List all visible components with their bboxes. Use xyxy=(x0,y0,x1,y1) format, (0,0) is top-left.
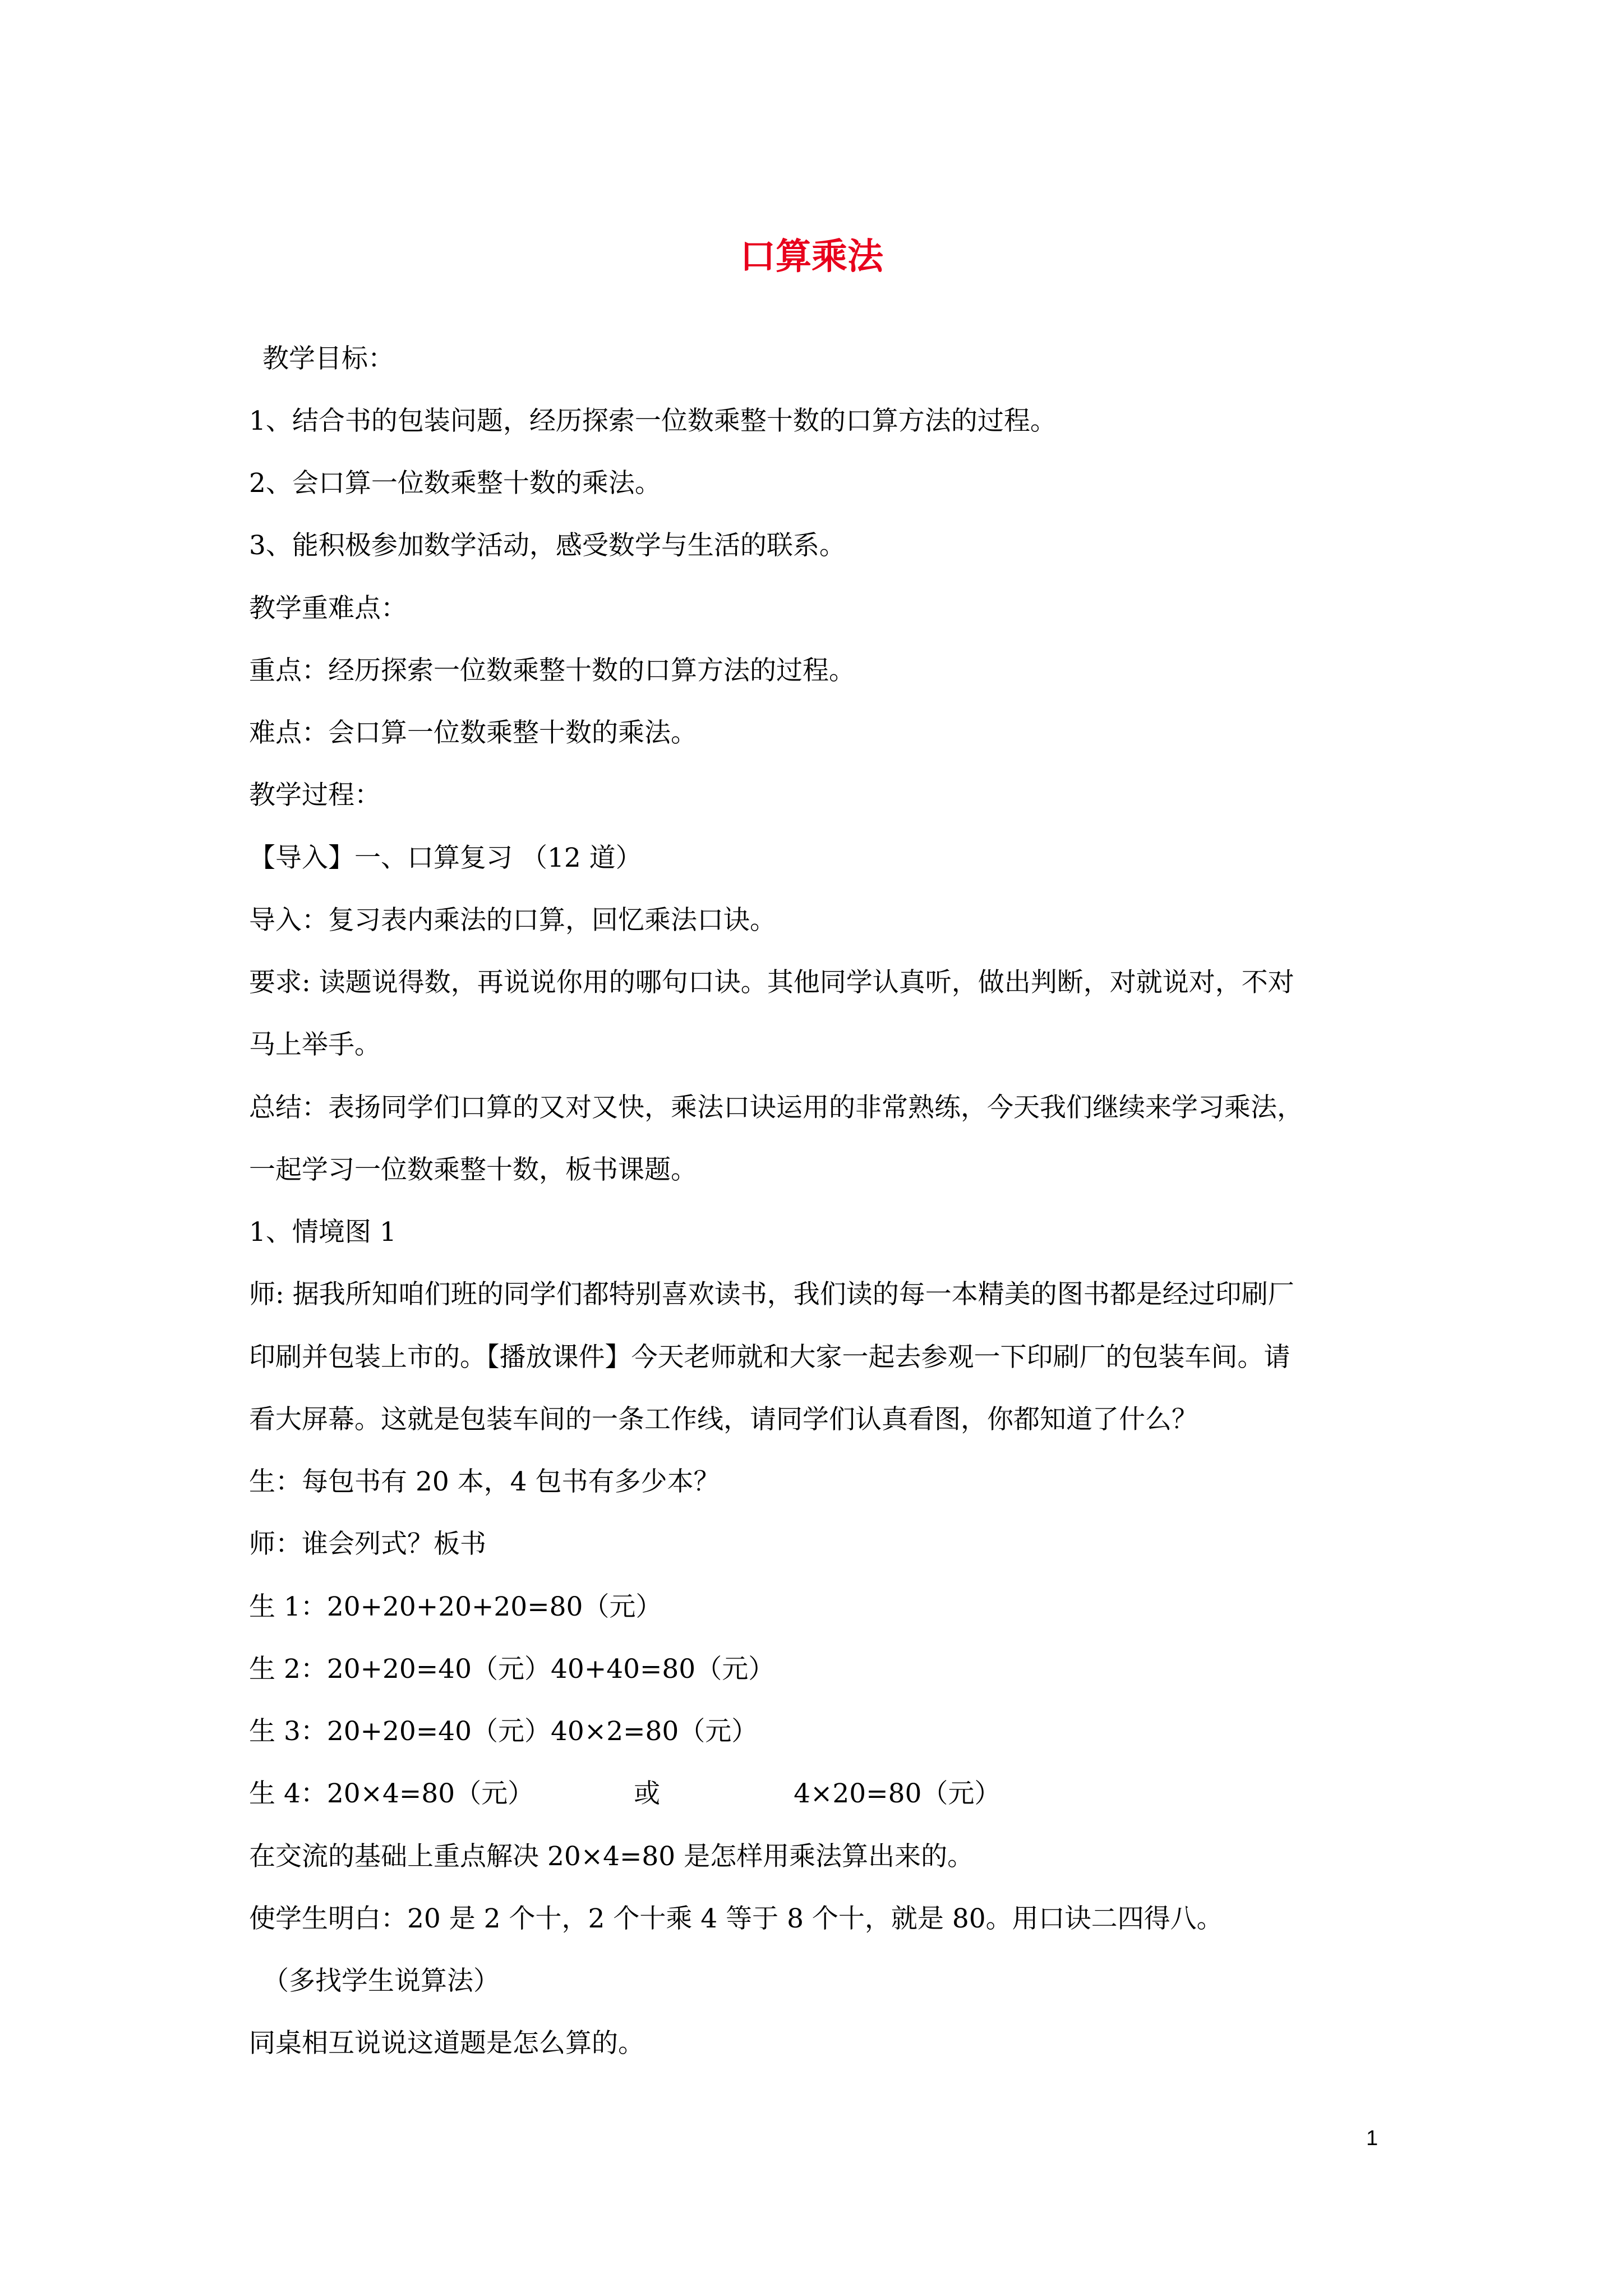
requirement-text-cont: 马上举手。 xyxy=(249,1029,381,1060)
teacher-text-cont-2: 看大屏幕。这就是包装车间的一条工作线，请同学们认真看图，你都知道了什么？ xyxy=(249,1404,1198,1435)
key-point: 重点：经历探索一位数乘整十数的口算方法的过程。 xyxy=(249,655,855,686)
objective-3: 3、能积极参加数学活动，感受数学与生活的联系。 xyxy=(249,530,846,561)
note-more-students: （多找学生说算法） xyxy=(262,1966,500,1996)
section-heading-objectives: 教学目标： xyxy=(262,343,394,374)
student-4-solution-b: 4×20=80（元） xyxy=(794,1778,1001,1809)
section-heading-key-points: 教学重难点： xyxy=(249,593,407,624)
summary-text-cont: 一起学习一位数乘整十数，板书课题。 xyxy=(249,1154,697,1185)
intro-heading: 【导入】一、口算复习 （12 道） xyxy=(249,843,642,873)
teacher-question: 师：谁会列式？板书 xyxy=(249,1529,486,1559)
teacher-text: 师: 据我所知咱们班的同学们都特别喜欢读书，我们读的每一本精美的图书都是经过印刷厂 xyxy=(249,1279,1294,1310)
section-heading-process: 教学过程： xyxy=(249,780,381,811)
student-4-or: 或 xyxy=(634,1778,661,1809)
student-2-solution: 生 2：20+20=40（元）40+40=80（元） xyxy=(249,1654,775,1685)
requirement-text: 要求: 读题说得数，再说说你用的哪句口诀。其他同学认真听，做出判断，对就说对，不对 xyxy=(249,967,1294,998)
desk-mate-discussion: 同桌相互说说这道题是怎么算的。 xyxy=(249,2028,644,2059)
student-3-solution: 生 3：20+20=40（元）40×2=80（元） xyxy=(249,1716,758,1747)
student-answer: 生：每包书有 20 本，4 包书有多少本？ xyxy=(249,1466,720,1497)
student-understanding: 使学生明白：20 是 2 个十，2 个十乘 4 等于 8 个十，就是 80。用口诀二四得八。 xyxy=(249,1903,1223,1934)
student-1-solution: 生 1：20+20+20+20=80（元） xyxy=(249,1591,662,1622)
intro-text: 导入：复习表内乘法的口算，回忆乘法口诀。 xyxy=(249,905,776,936)
difficult-point: 难点：会口算一位数乘整十数的乘法。 xyxy=(249,717,697,748)
objective-2: 2、会口算一位数乘整十数的乘法。 xyxy=(249,468,661,499)
page-number: 1 xyxy=(1366,2127,1378,2150)
summary-text: 总结：表扬同学们口算的又对又快，乘法口诀运用的非常熟练，今天我们继续来学习乘法， xyxy=(249,1092,1303,1123)
student-4-solution xyxy=(249,1774,1387,1814)
objective-1: 1、结合书的包装问题，经历探索一位数乘整十数的口算方法的过程。 xyxy=(249,406,1057,436)
teacher-text-cont-1: 印刷并包装上市的。【播放课件】今天老师就和大家一起去参观一下印刷厂的包装车间。请 xyxy=(249,1342,1290,1373)
scenario-heading: 1、情境图 1 xyxy=(249,1217,396,1248)
page-title: 口算乘法 xyxy=(740,236,883,278)
student-4-solution-a: 生 4：20×4=80（元） xyxy=(249,1778,534,1809)
discussion-focus: 在交流的基础上重点解决 20×4=80 是怎样用乘法算出来的。 xyxy=(249,1841,974,1872)
